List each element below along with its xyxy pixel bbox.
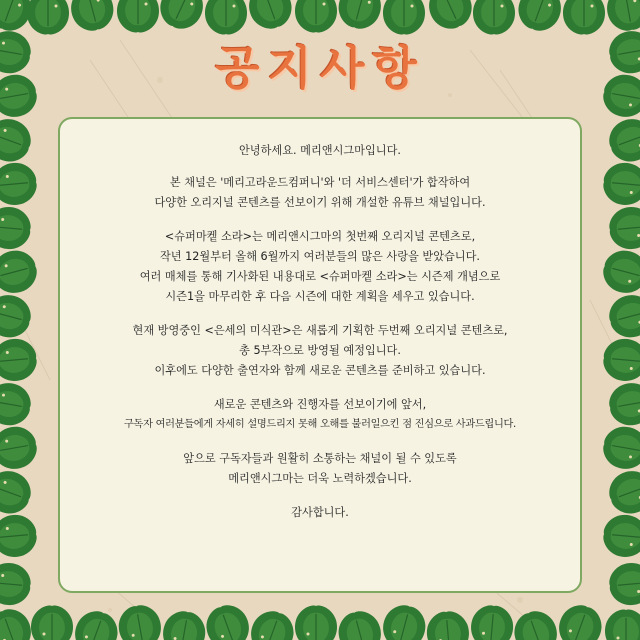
paragraph-promise [60,449,580,489]
text-line: 새로운 콘텐츠와 진행자를 선보이기에 앞서, [213,398,427,411]
text-line: 앞으로 구독자들과 원활히 소통하는 채널이 될 수 있도록 [183,452,457,465]
paragraph-first-content [60,227,580,307]
notice-panel [58,117,582,593]
paragraph-apology [60,395,580,435]
paragraph-second-content [60,321,580,381]
text-line: 총 5부작으로 방영될 예정입니다. [239,344,401,357]
greeting-paragraph [60,141,580,161]
text-line: 작년 12월부터 올해 6월까지 여러분들의 많은 사랑을 받았습니다. [160,250,480,263]
paragraph-channel-intro [60,173,580,213]
notice-body [60,141,580,537]
text-line: 다양한 오리지널 콘텐츠를 선보이기 위해 개설한 유튜브 채널입니다. [154,196,486,209]
text-line: 시즌1을 마무리한 후 다음 시즌에 대한 계획을 세우고 있습니다. [165,290,475,303]
closing-line: 감사합니다. [291,506,349,519]
greeting-line: 안녕하세요. 메리앤시그마입니다. [239,144,401,157]
text-line: 여러 매체를 통해 기사화된 내용대로 <슈퍼마켙 소라>는 시즌제 개념으로 [139,270,501,283]
text-line: 구독자 여러분들에게 자세히 설명드리지 못해 오해를 불러일으킨 점 진심으로 사과드립니다. [124,419,516,430]
text-line: 본 채널은 '메리고라운드컴퍼니'와 '더 서비스센터'가 합작하여 [169,176,471,189]
text-line: 이후에도 다양한 출연자와 함께 새로운 콘텐츠를 준비하고 있습니다. [154,364,486,377]
closing-paragraph [60,503,580,523]
text-line: <슈퍼마켙 소라>는 메리앤시그마의 첫번째 오리지널 콘텐츠로, [164,230,476,243]
text-line: 메리앤시그마는 더욱 노력하겠습니다. [228,472,412,485]
text-line: 현재 방영중인 <은세의 미식관>은 새롭게 기획한 두번째 오리지널 콘텐츠로, [132,324,508,337]
page-title: 공지사항 [215,41,425,95]
